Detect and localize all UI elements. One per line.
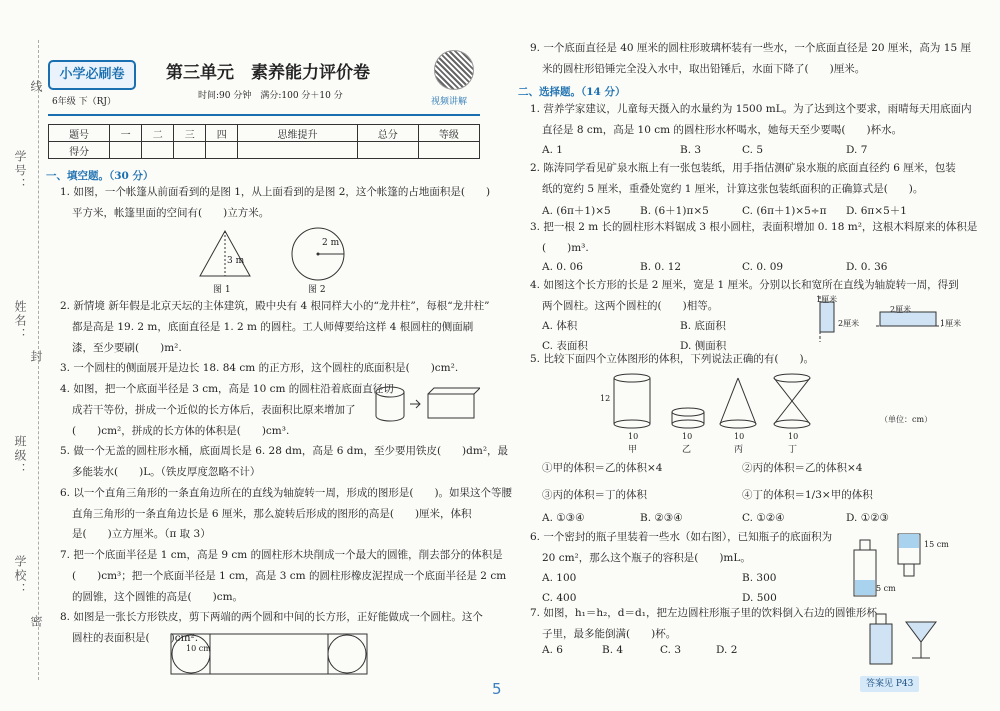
- score-table: [48, 124, 480, 159]
- score-row-label: 得分: [49, 142, 110, 159]
- question-line: ( )cm³；把一个底面半径是 1 cm，高是 3 cm 的圆柱形橡皮泥捏成一个底面半径是 2 cm: [72, 570, 507, 582]
- exam-header: [48, 46, 480, 116]
- q5-diameter-label: 10: [628, 432, 639, 441]
- fig1-height-label: 3 m: [227, 256, 245, 266]
- answer-reference[interactable]: 答案见 P43: [860, 676, 919, 692]
- option[interactable]: A. (6π＋1)×5: [542, 205, 611, 217]
- exam-title: 第三单元 素养能力评价卷: [166, 63, 370, 83]
- statement: ③丙的体积＝丁的体积: [542, 489, 647, 501]
- statement: ①甲的体积＝乙的体积×4: [542, 462, 663, 474]
- score-input-cell[interactable]: [142, 142, 174, 159]
- video-explain-label[interactable]: 视频讲解: [431, 97, 468, 107]
- q5-unit-label: （单位：cm）: [880, 415, 933, 424]
- option[interactable]: B. 0. 12: [640, 261, 682, 273]
- question-line: 4. 如图，把一个底面半径是 3 cm，高是 10 cm 的圆柱沿着底面直径切: [60, 383, 394, 395]
- option[interactable]: B. 4: [602, 644, 624, 656]
- q4-label: 1厘米: [816, 295, 838, 304]
- question-line: 2. 新情境 新年假是北京天坛的主体建筑，殿中央有 4 根同样大小的“龙井柱”，每根“龙井柱”: [60, 300, 490, 312]
- q5-height-label: 12: [600, 394, 611, 403]
- question-line: 3. 把一根 2 m 长的圆柱形木料锯成 3 根小圆柱，表面积增加 0. 18 m²，这根木料原来的体积是: [530, 221, 978, 233]
- option[interactable]: C. 5: [742, 144, 764, 156]
- q5-name-label: 丁: [788, 445, 798, 455]
- score-cell: 一: [110, 125, 142, 142]
- option[interactable]: A. 体积: [542, 320, 578, 332]
- q5-name-label: 甲: [628, 445, 638, 455]
- question-line: 20 cm²，那么这个瓶子的容积是( )mL。: [542, 552, 751, 564]
- margin-school-label: 学校：: [13, 555, 27, 597]
- question-line: 3. 一个圆柱的侧面展开是边长 18. 84 cm 的正方形，这个圆柱的底面积是( )cm².: [60, 362, 459, 374]
- score-input-cell[interactable]: [206, 142, 238, 159]
- question-line: 纸的宽约 5 厘米，重叠处宽约 1 厘米，计算这张包装纸面积的正确算式是( )。: [542, 183, 924, 195]
- option[interactable]: D. 500: [742, 592, 777, 604]
- statement: ②丙的体积＝乙的体积×4: [742, 462, 863, 474]
- question-line: 是( )立方厘米。（π 取 3）: [72, 528, 211, 540]
- margin-line-label: 线: [29, 80, 43, 94]
- brand-badge: 小学必刷卷: [48, 60, 136, 90]
- question-line: 4. 如图这个长方形的长是 2 厘米，宽是 1 厘米。分别以长和宽所在直线为轴旋转一周，得到: [530, 279, 959, 291]
- figure-8-sheet: [170, 632, 370, 676]
- question-line: ( )m³.: [542, 242, 589, 254]
- option[interactable]: D. 7: [846, 144, 868, 156]
- q6-label: 15 cm: [924, 540, 949, 549]
- option[interactable]: D. 2: [716, 644, 738, 656]
- option[interactable]: C. ①②④: [742, 512, 785, 524]
- q4-label: 1厘米: [940, 319, 962, 328]
- score-input-cell[interactable]: [174, 142, 206, 159]
- option[interactable]: D. 6π×5＋1: [846, 205, 907, 217]
- score-cell: 二: [142, 125, 174, 142]
- exam-subtitle: 时间:90 分钟 满分:100 分＋10 分: [198, 91, 343, 101]
- question-line: 米的圆柱形铅锤完全没入水中，取出铅锤后，水面下降了( )厘米。: [542, 63, 866, 75]
- score-cell: 三: [174, 125, 206, 142]
- option[interactable]: C. 表面积: [542, 340, 588, 352]
- grade-label: 6年级 下（RJ）: [52, 97, 116, 107]
- q4-label: 2厘米: [890, 305, 912, 314]
- q5-diameter-label: 10: [788, 432, 799, 441]
- question-line: 2. 陈涛同学看见矿泉水瓶上有一张包装纸，用手指估测矿泉水瓶的底面直径约 6 厘米，包装: [530, 162, 956, 174]
- score-input-cell[interactable]: [238, 142, 357, 159]
- margin-seal-label: 封: [29, 350, 43, 364]
- figure-2-circle: [288, 224, 348, 284]
- score-cell: 四: [206, 125, 238, 142]
- option[interactable]: D. 0. 36: [846, 261, 888, 273]
- score-table-score-row: [49, 142, 480, 159]
- question-line: 子里，最多能倒满( )杯。: [542, 628, 677, 640]
- q6-label: 5 cm: [876, 584, 896, 593]
- margin-name-label: 姓名：: [13, 300, 27, 342]
- option[interactable]: C. 3: [660, 644, 682, 656]
- question-line: 漆，至少要刷( )m².: [72, 342, 182, 354]
- option[interactable]: C. 400: [542, 592, 577, 604]
- page-number: 5: [492, 680, 502, 698]
- option[interactable]: A. 1: [542, 144, 563, 156]
- question-line: 6. 以一个直角三角形的一条直角边所在的直线为轴旋转一周，形成的图形是( )。如果这个等腰: [60, 487, 513, 499]
- question-line: 1. 如图，一个帐篷从前面看到的是图 1，从上面看到的是图 2，这个帐篷的占地面积是( ): [60, 186, 491, 198]
- fig1-caption: 图 1: [213, 285, 231, 295]
- option[interactable]: D. ①②③: [846, 512, 889, 524]
- option[interactable]: A. 100: [542, 572, 577, 584]
- q5-diameter-label: 10: [734, 432, 745, 441]
- question-line: 的圆锥，这个圆锥的高是( )cm。: [72, 591, 244, 603]
- question-line: 多能装水( )L。（铁皮厚度忽略不计）: [72, 466, 261, 478]
- figure-4-cylinder-to-cuboid: [370, 384, 480, 424]
- question-line: 6. 一个密封的瓶子里装着一些水（如右图），已知瓶子的底面积为: [530, 531, 833, 543]
- question-line: 5. 比较下面四个立体图形的体积，下列说法正确的有( )。: [530, 353, 815, 365]
- score-input-cell[interactable]: [110, 142, 142, 159]
- question-line: 成若干等份，拼成一个近似的长方体后，表面积比原来增加了: [72, 404, 356, 416]
- q4-label: 2厘米: [838, 319, 860, 328]
- margin-secret-label: 密: [29, 615, 43, 629]
- option[interactable]: B. 底面积: [680, 320, 726, 332]
- qr-code-icon[interactable]: [434, 50, 474, 90]
- question-line: 圆柱的表面积是( )cm².: [72, 632, 199, 644]
- question-line: 8. 如图是一张长方形铁皮，剪下两端的两个圆和中间的长方形，正好能做成一个圆柱。这个: [60, 611, 483, 623]
- q5-diameter-label: 10: [682, 432, 693, 441]
- margin-student-id-label: 学号：: [13, 150, 27, 192]
- score-cell: 总分: [357, 125, 418, 142]
- score-cell: 思维提升: [238, 125, 357, 142]
- section1-title: 一、填空题。（30 分）: [46, 170, 154, 182]
- fig2-radius-label: 2 m: [322, 238, 340, 248]
- option[interactable]: B. (6＋1)π×5: [640, 205, 709, 217]
- score-cell: 等级: [418, 125, 479, 142]
- score-cell: 题号: [49, 125, 110, 142]
- option[interactable]: B. 3: [680, 144, 702, 156]
- option[interactable]: B. ②③④: [640, 512, 683, 524]
- q5-name-label: 乙: [682, 445, 692, 455]
- score-input-cell[interactable]: [357, 142, 418, 159]
- question-line: 9. 一个底面直径是 40 厘米的圆柱形玻璃杯装有一些水，一个底面直径是 20 厘米，高为 15 厘: [530, 42, 971, 54]
- question-line: 5. 做一个无盖的圆柱形水桶，底面周长是 6. 28 dm，高是 6 dm，至少要用铁皮( )dm²，最: [60, 445, 509, 457]
- option[interactable]: C. 0. 09: [742, 261, 784, 273]
- section2-title: 二、选择题。（14 分）: [518, 86, 626, 98]
- option[interactable]: C. (6π＋1)×5÷π: [742, 205, 827, 217]
- fig2-caption: 图 2: [308, 285, 326, 295]
- question-line: 平方米，帐篷里面的空间有( )立方米。: [72, 207, 270, 219]
- fig8-dimension-label: 10 cm: [186, 644, 211, 653]
- figure-7-bottle-glass: [866, 608, 940, 666]
- question-line: 1. 营养学家建议，儿童每天摄入的水量约为 1500 mL。为了达到这个要求，雨晴每天用底面内: [530, 103, 972, 115]
- option[interactable]: A. 0. 06: [542, 261, 583, 273]
- score-input-cell[interactable]: [418, 142, 479, 159]
- option[interactable]: A. 6: [542, 644, 563, 656]
- option[interactable]: B. 300: [742, 572, 777, 584]
- question-line: 直角三角形的一条直角边长是 6 厘米，那么旋转后形成的图形的高是( )厘米，体积: [72, 508, 472, 520]
- q5-name-label: 丙: [734, 445, 744, 455]
- question-line: 都是高是 19. 2 m，底面直径是 1. 2 m 的圆柱。工人师傅要给这样 4 根圆柱的侧面刷: [72, 321, 474, 333]
- question-line: ( )cm²，拼成的长方体的体积是( )cm³.: [72, 425, 290, 437]
- option[interactable]: D. 侧面积: [680, 340, 727, 352]
- question-line: 7. 如图，h₁＝h₂，d＝d₁，把左边圆柱形瓶子里的饮料倒入右边的圆锥形杯: [530, 607, 877, 619]
- option[interactable]: A. ①③④: [542, 512, 585, 524]
- statement: ④丁的体积＝1/3×甲的体积: [742, 489, 873, 501]
- figure-5-solids: [600, 372, 840, 438]
- question-line: 直径是 8 cm，高是 10 cm 的圆柱形水杯喝水，她每天至少要喝( )杯水。: [542, 124, 903, 136]
- margin-class-label: 班级：: [13, 435, 27, 477]
- question-line: 两个圆柱。这两个圆柱的( )相等。: [542, 300, 719, 312]
- score-table-header-row: [49, 125, 480, 142]
- question-line: 7. 把一个底面半径是 1 cm，高是 9 cm 的圆柱形木块削成一个最大的圆锥，削去部分的体积是: [60, 549, 503, 561]
